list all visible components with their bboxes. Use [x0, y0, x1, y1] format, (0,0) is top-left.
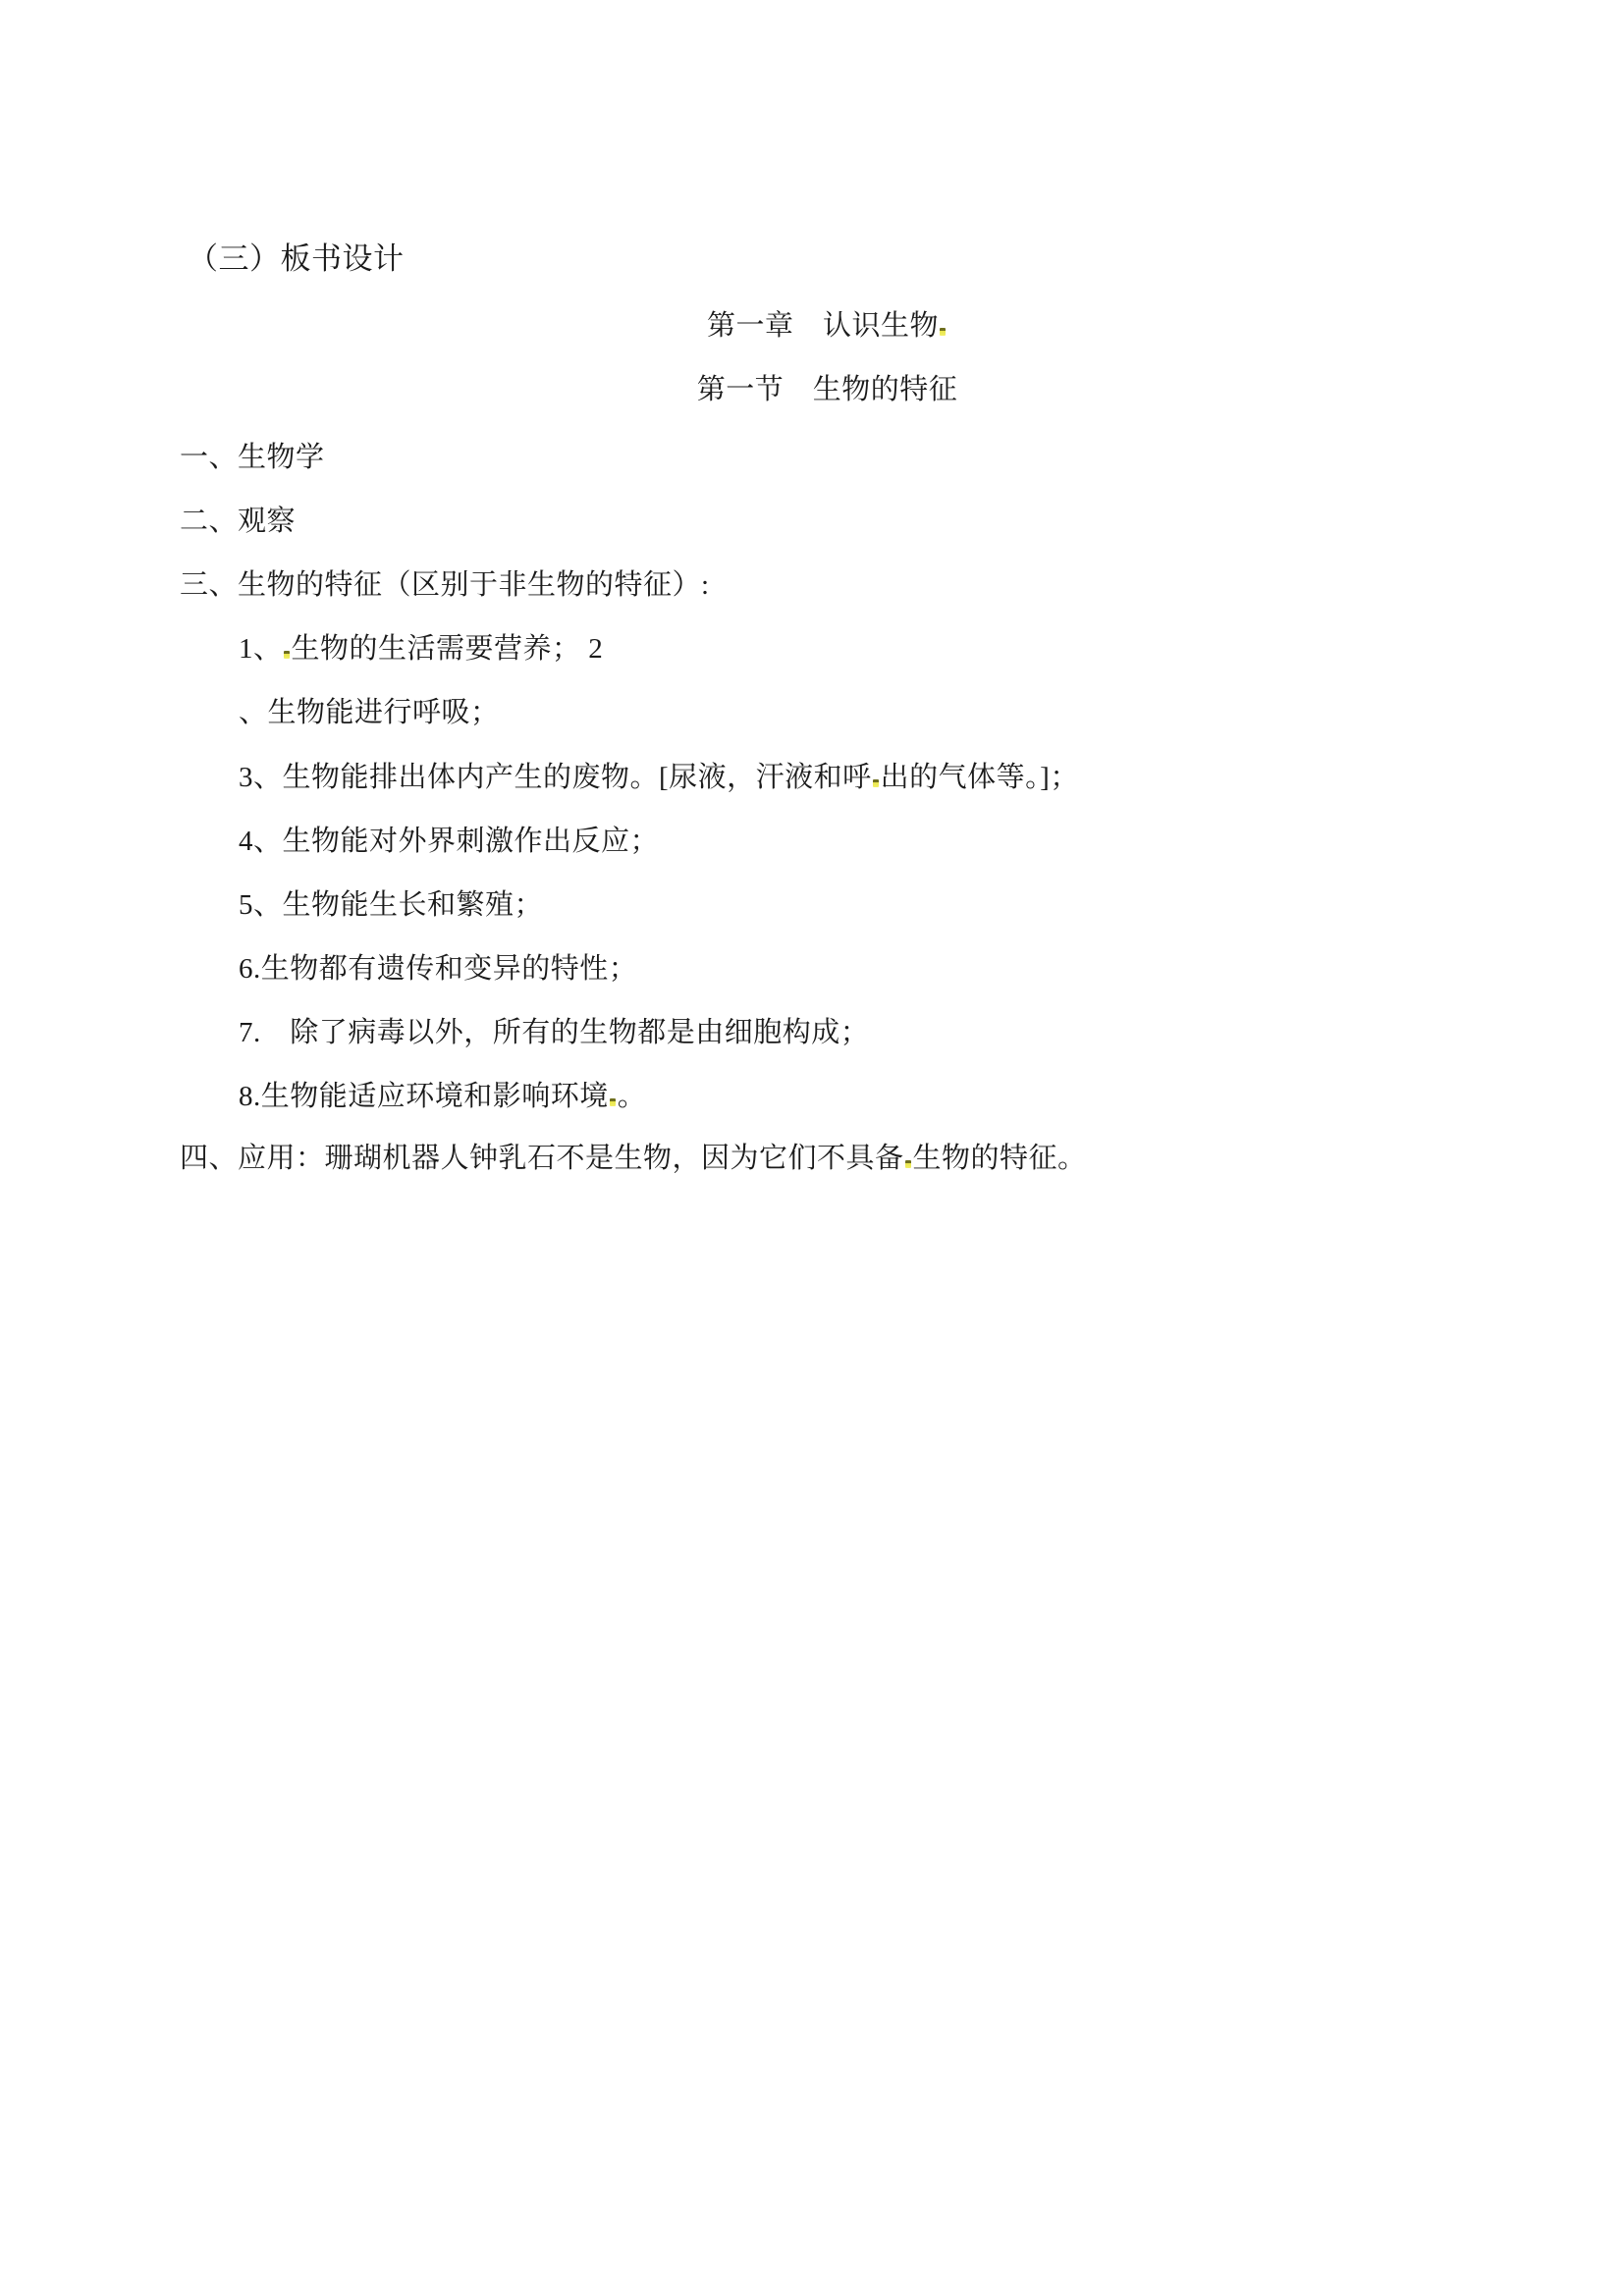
chapter-title-text: 第一章 认识生物 [706, 310, 939, 342]
outline-item-1-text: 一、生物学 [180, 442, 325, 473]
annotation-mark [873, 779, 879, 787]
annotation-mark [940, 328, 946, 336]
section-heading-text: （三）板书设计 [188, 241, 405, 276]
feature-item-1-number: 1、 [239, 633, 283, 665]
outline-item-4-text-end: 生物的特征。 [912, 1143, 1087, 1174]
feature-item-8-period: 。 [617, 1081, 647, 1112]
feature-item-6-text: 6.生物都有遗传和变异的特性； [239, 953, 638, 985]
feature-item-5-text: 5、生物能生长和繁殖； [239, 889, 544, 921]
feature-item-3-text-end: 出的气体等。]； [880, 762, 1079, 793]
feature-item-3-text-start: 3、生物能排出体内产生的废物。[尿液，汗液和呼 [239, 762, 872, 793]
feature-item-1-text: 生物的生活需要营养； 2 [291, 633, 604, 665]
feature-item-4-text: 4、生物能对外界刺激作出反应； [239, 826, 660, 857]
outline-item-2-text: 二、观察 [180, 506, 297, 537]
feature-item-2-text: 、生物能进行呼吸； [239, 697, 500, 728]
lesson-title-text: 第一节 生物的特征 [696, 374, 958, 405]
outline-item-3-text: 三、生物的特征（区别于非生物的特征）: [180, 569, 710, 601]
annotation-mark [284, 651, 290, 659]
feature-item-7-text: 7. 除了病毒以外，所有的生物都是由细胞构成； [239, 1017, 870, 1048]
annotation-mark [905, 1160, 911, 1168]
feature-item-8-text: 8.生物能适应环境和影响环境 [239, 1081, 609, 1112]
outline-item-4-text-start: 四、应用：珊瑚机器人钟乳石不是生物，因为它们不具备 [180, 1143, 904, 1174]
outline-item-4 [149, 1105, 1087, 1211]
